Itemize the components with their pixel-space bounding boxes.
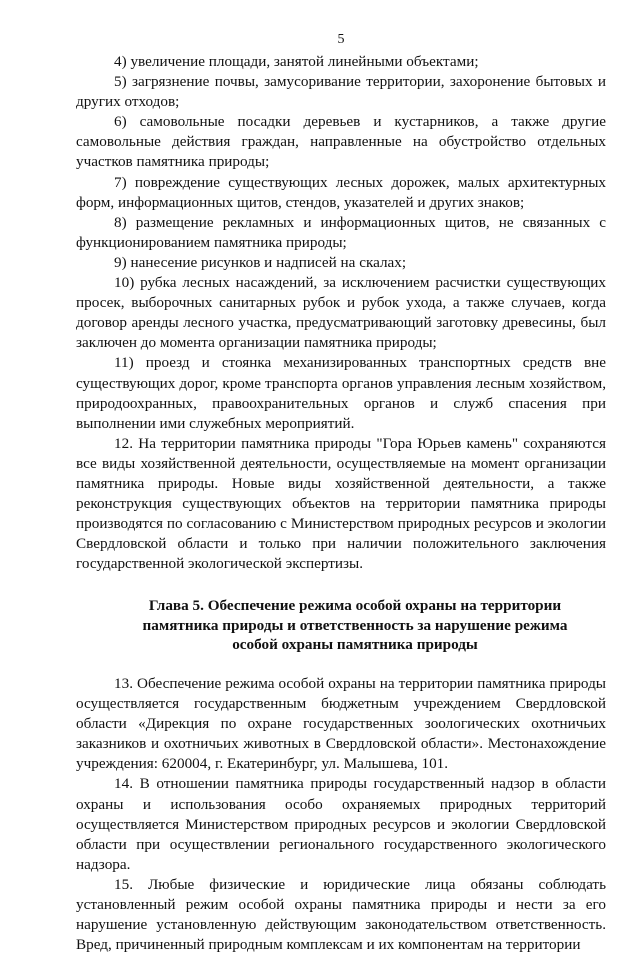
list-item-6: 6) самовольные посадки деревьев и кустарников, а также другие самовольные действия граждан, направленные на обустройство отдельных участков памятника природы;: [76, 113, 606, 171]
list-item-4: 4) увеличение площади, занятой линейными объектами;: [114, 53, 479, 70]
list-item-10: 10) рубка лесных насаждений, за исключением расчистки существующих просек, выборочных санитарных рубок и рубок ухода, а также случаев, когда договор аренды лесного участка, предусматривающий заготовку древесины, был заключен до момента организации памятника природы;: [76, 274, 606, 352]
chapter-heading-line-3: особой охраны памятника природы: [232, 636, 478, 654]
list-item-5: 5) загрязнение почвы, замусоривание территории, захоронение бытовых и других отходов;: [76, 73, 606, 111]
list-item-11: 11) проезд и стоянка механизированных транспортных средств вне существующих дорог, кроме транспорта органов управления лесным хозяйством, природоохранных, правоохранительных органов и служб спасения при выполнении ими служебных мероприятий.: [76, 354, 606, 432]
section-spacer: [76, 574, 606, 596]
clause-14: 14. В отношении памятника природы государственный надзор в области охраны и использования особо охраняемых природных территорий осуществляется Министерством природных ресурсов и экологии Свердловской области при осуществлении регионального государственного экологического надзора.: [76, 775, 606, 873]
list-item-9: 9) нанесение рисунков и надписей на скалах;: [114, 253, 407, 271]
chapter-heading: [76, 596, 606, 655]
chapter-heading-line-2: памятника природы и ответственность за нарушение режима: [142, 616, 568, 634]
clause-15: 15. Любые физические и юридические лица обязаны соблюдать установленный режим особой охраны памятника природы и нести за его нарушение установленную действующим законодательством ответственность. Вред, причиненный природным комплексам и их компонентам на территории: [76, 875, 606, 954]
list-item-7: 7) повреждение существующих лесных дорожек, малых архитектурных форм, информационных щитов, стендов, указателей и других знаков;: [76, 173, 606, 211]
list-item-8: 8) размещение рекламных и информационных щитов, не связанных с функционированием памятника природы;: [76, 213, 606, 251]
clause-13: 13. Обеспечение режима особой охраны на территории памятника природы осуществляется государственным бюджетным учреждением Свердловской области «Дирекция по охране государственных зоологических охотничьих заказников и охотничьих животных в Свердловской области». Местонахождение учреждения: 620004, г. Екатеринбург, ул. Малышева, 101.: [76, 674, 606, 773]
chapter-heading-line-1: Глава 5. Обеспечение режима особой охраны на территории: [148, 597, 562, 615]
page-number: 5: [337, 32, 345, 47]
clause-12: 12. На территории памятника природы "Гора Юрьев камень" сохраняются все виды хозяйственной деятельности, осуществляемые на момент организации памятника природы. Новые виды хозяйственной деятельности, а также реконструкция существующих объектов на территории памятника природы производятся по согласованию с Министерством природных ресурсов и экологии Свердловской области и только при наличии положительного заключения государственной экологической экспертизы.: [76, 434, 606, 573]
